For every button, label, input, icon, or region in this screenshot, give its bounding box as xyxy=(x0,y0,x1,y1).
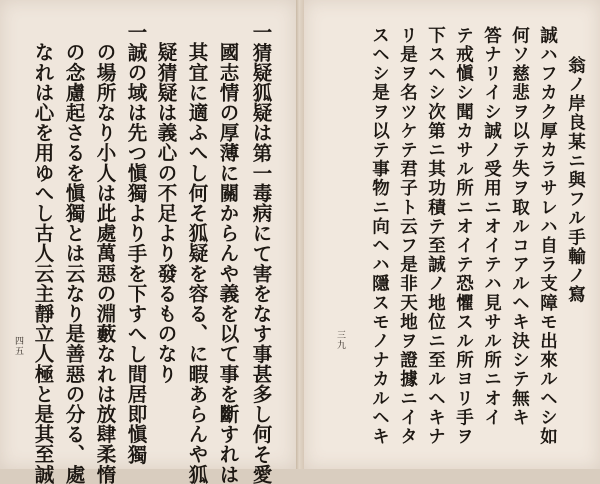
left-column-7: の念慮起さるを愼獨とは云なり是善惡の分る、處 xyxy=(62,42,86,484)
left-page-number: 四五 xyxy=(13,336,23,356)
right-column-6: リ是ヲ名ツケテ君子ト云フ是非天地ヲ證據ニイタ xyxy=(397,26,418,447)
left-column-1: 一猜疑狐疑は第一毒病にて害をなす事甚多し何そ愛 xyxy=(249,22,273,484)
right-heading: 翁ノ岸良某ニ與フル手輸ノ寫 xyxy=(565,56,586,305)
left-page xyxy=(0,0,296,484)
right-page xyxy=(304,0,600,469)
book-gutter xyxy=(296,0,304,469)
right-page-number: 三九 xyxy=(335,330,345,350)
right-column-2: 何ソ慈悲ヲ以テ失ヲ取ルコアルヘキ決シテ無キ xyxy=(509,26,530,428)
right-column-7: スヘシ是ヲ以テ事物ニ向ヘハ隱スモノナカルヘキ xyxy=(369,26,390,447)
left-column-5: 一誠の域は先つ愼獨より手を下すへし間居即愼獨 xyxy=(124,22,148,465)
left-column-8: なれは心を用ゆへし古人云主靜立人極と是其至誠 xyxy=(31,42,55,484)
left-column-2: 國志情の厚薄に關からんや義を以て事を斷すれは xyxy=(216,42,240,484)
left-column-6: の場所なり小人は此處萬惡の淵藪なれは放肆柔惰 xyxy=(93,42,117,484)
right-column-5: 下スヘシ次第ニ其功積テ至誠ノ地位ニ至ルヘキナ xyxy=(425,26,446,447)
left-column-4: 疑猜疑は義心の不足より發るものなり xyxy=(154,42,178,384)
right-column-3: 答ナリイシ誠ノ受用ニオイテハ見サル所ニオイ xyxy=(481,26,502,428)
right-column-4: テ戒愼シ聞カサル所ニオイテ恐懼スル所ヨリ手ヲ xyxy=(453,26,474,447)
left-column-3: 其宜に適ふへし何そ狐疑を容る、に暇あらんや狐 xyxy=(185,42,209,484)
right-column-1: 誠ハフカク厚カラサレハ自ラ支障モ出來ルヘシ如 xyxy=(537,26,558,447)
